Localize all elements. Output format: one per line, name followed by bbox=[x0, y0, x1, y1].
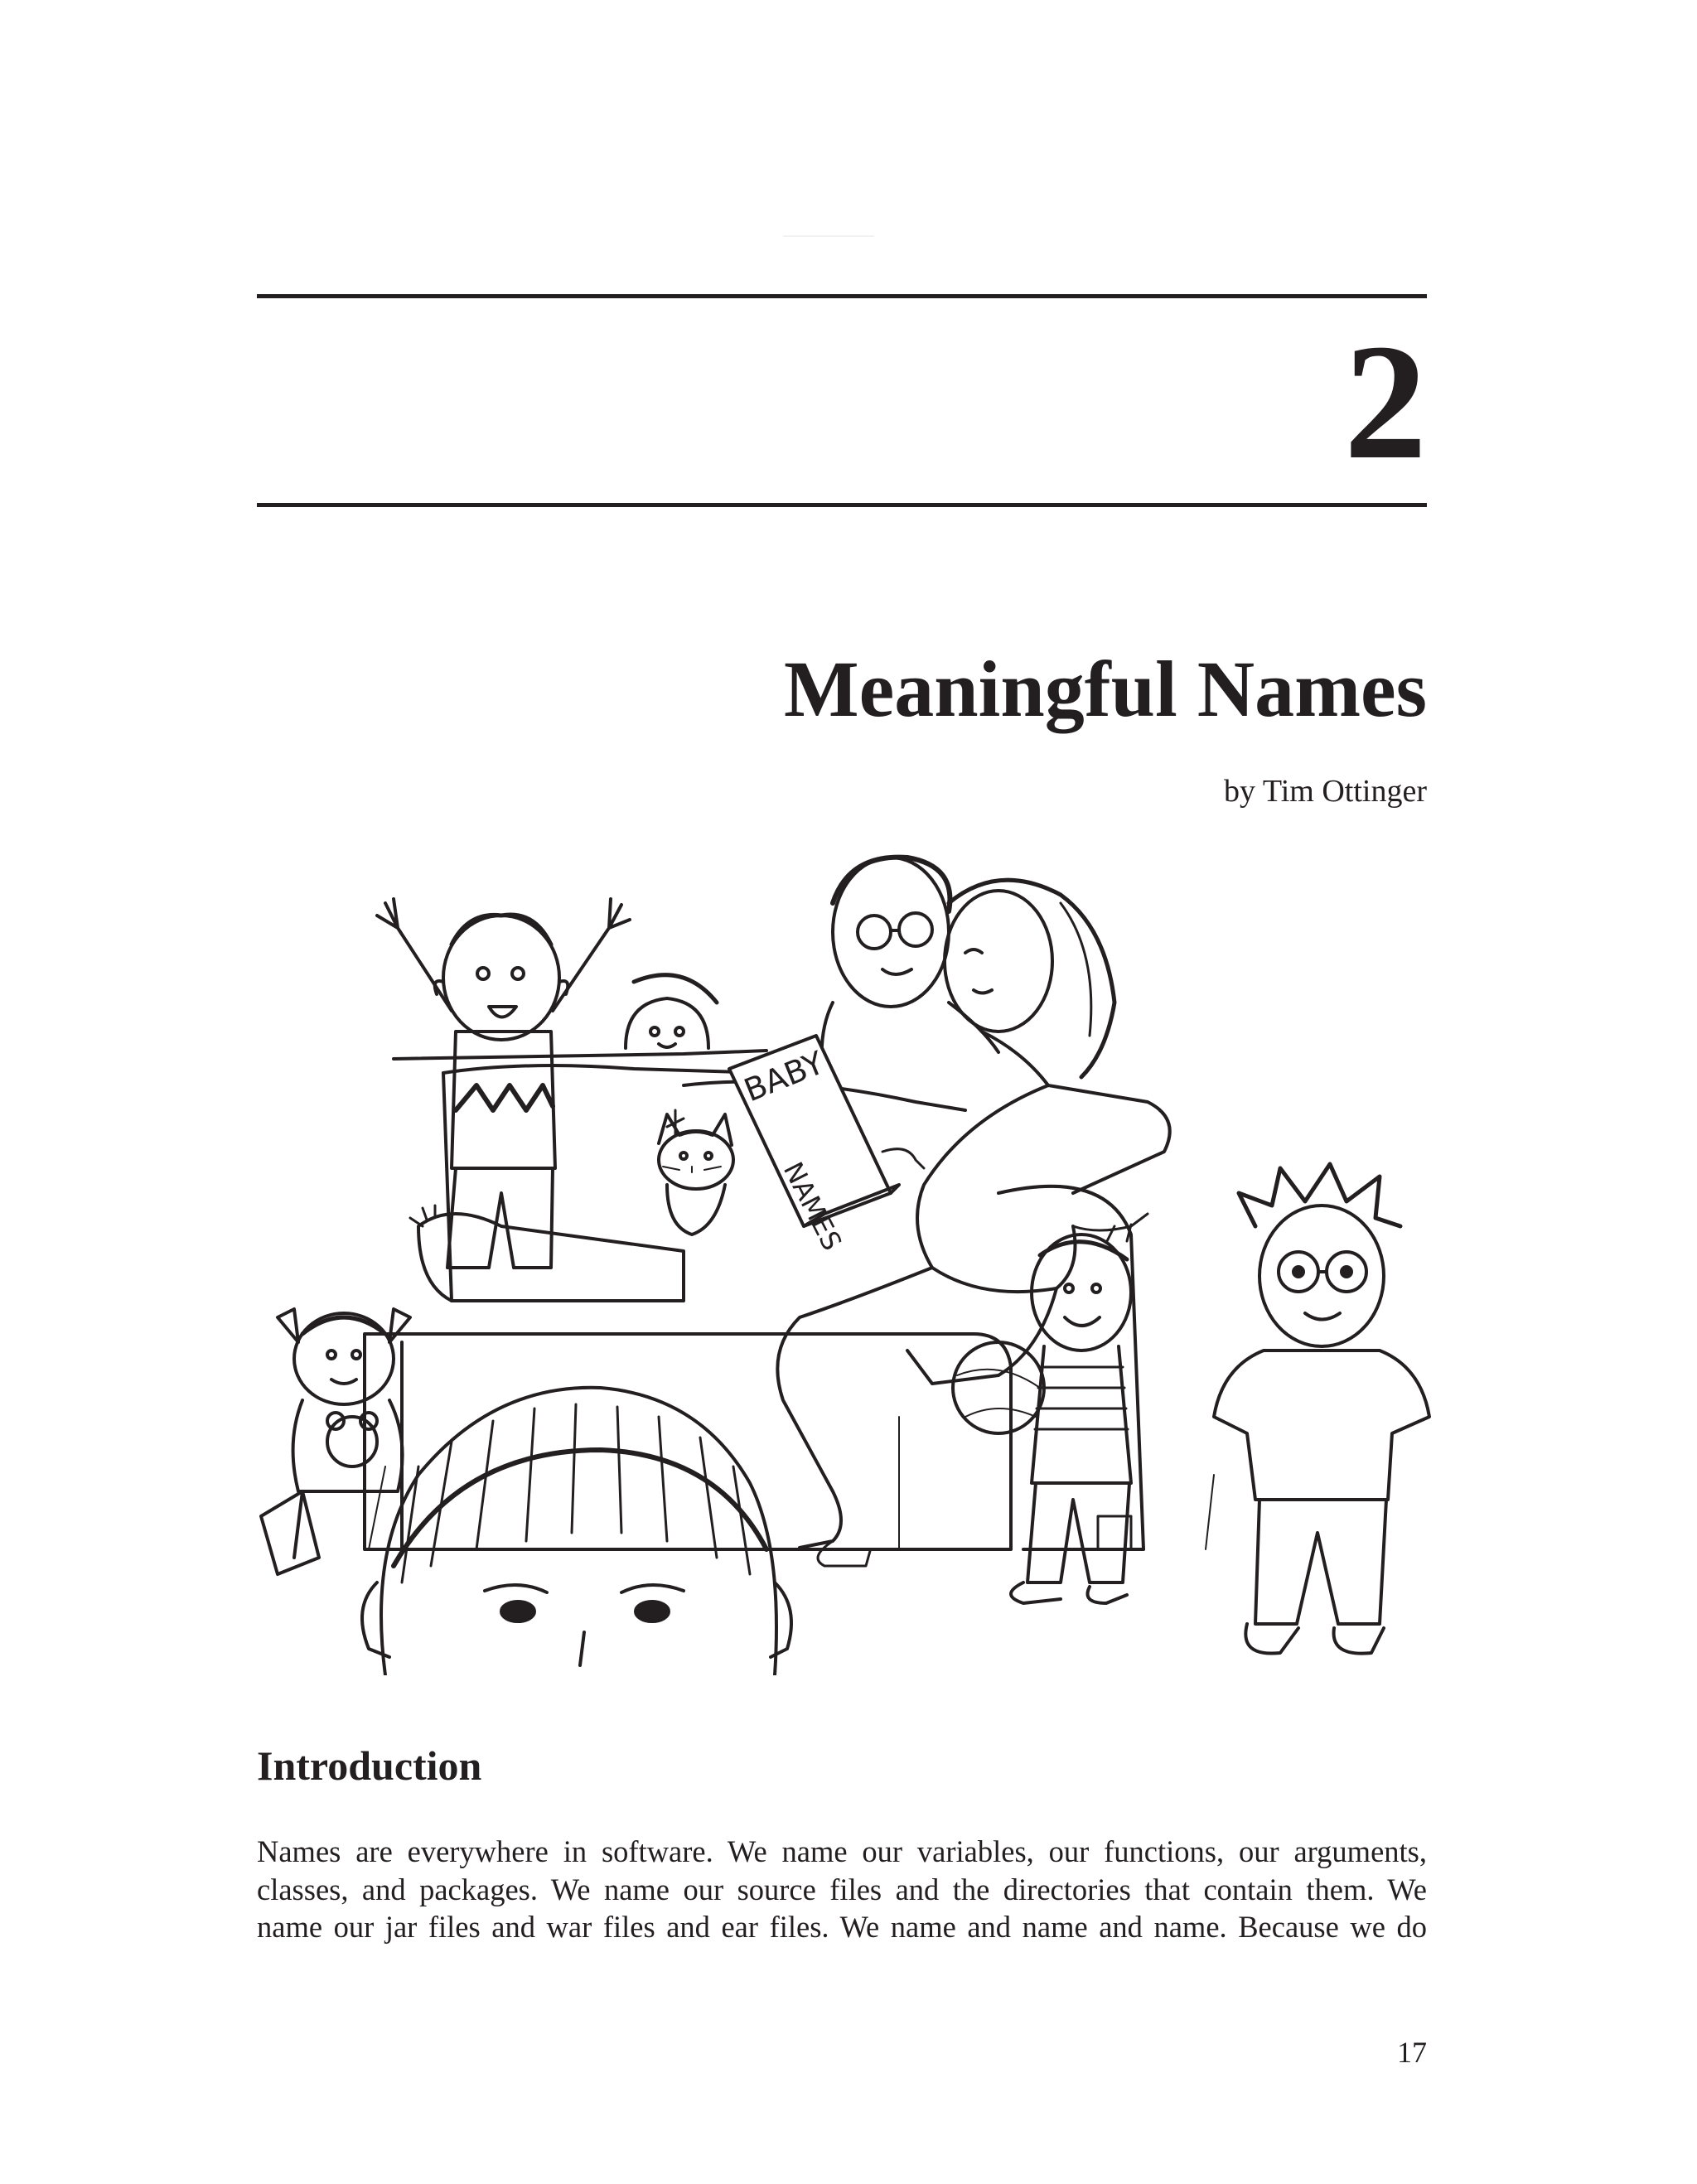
chapter-rule-bottom bbox=[257, 503, 1427, 507]
chapter-number: 2 bbox=[1344, 311, 1427, 494]
cheering-toddler-drawing bbox=[377, 899, 684, 1301]
paragraph-line: classes, and packages. We name our source files and the directories that contain them. We bbox=[257, 1872, 1427, 1906]
girl-with-teddy-drawing bbox=[261, 1309, 410, 1574]
svg-text:NAMES: NAMES bbox=[776, 1157, 848, 1256]
cat-drawing bbox=[659, 1114, 733, 1235]
chapter-rule-top bbox=[257, 294, 1427, 298]
boy-with-glasses-drawing bbox=[1206, 1164, 1429, 1654]
baby-names-book-drawing bbox=[729, 1036, 924, 1255]
father-drawing bbox=[822, 858, 998, 1085]
paragraph-line: Names are everywhere in software. We name our variables, our functions, our arguments, bbox=[257, 1834, 1427, 1868]
chapter-byline: by Tim Ottinger bbox=[1224, 774, 1427, 809]
page-number: 17 bbox=[1397, 2036, 1427, 2069]
peeking-baby-drawing bbox=[626, 975, 717, 1048]
section-heading: Introduction bbox=[257, 1742, 482, 1789]
svg-text:BABY: BABY bbox=[738, 1044, 829, 1109]
paragraph-line: name our jar files and war files and ear files. We name and name and name. Because we do bbox=[257, 1910, 1427, 1945]
family-illustration bbox=[253, 837, 1438, 1675]
foreground-boy-drawing bbox=[362, 1388, 791, 1675]
faint-mark bbox=[783, 235, 874, 237]
intro-paragraph bbox=[257, 1833, 1427, 1946]
chapter-title: Meaningful Names bbox=[784, 645, 1427, 733]
